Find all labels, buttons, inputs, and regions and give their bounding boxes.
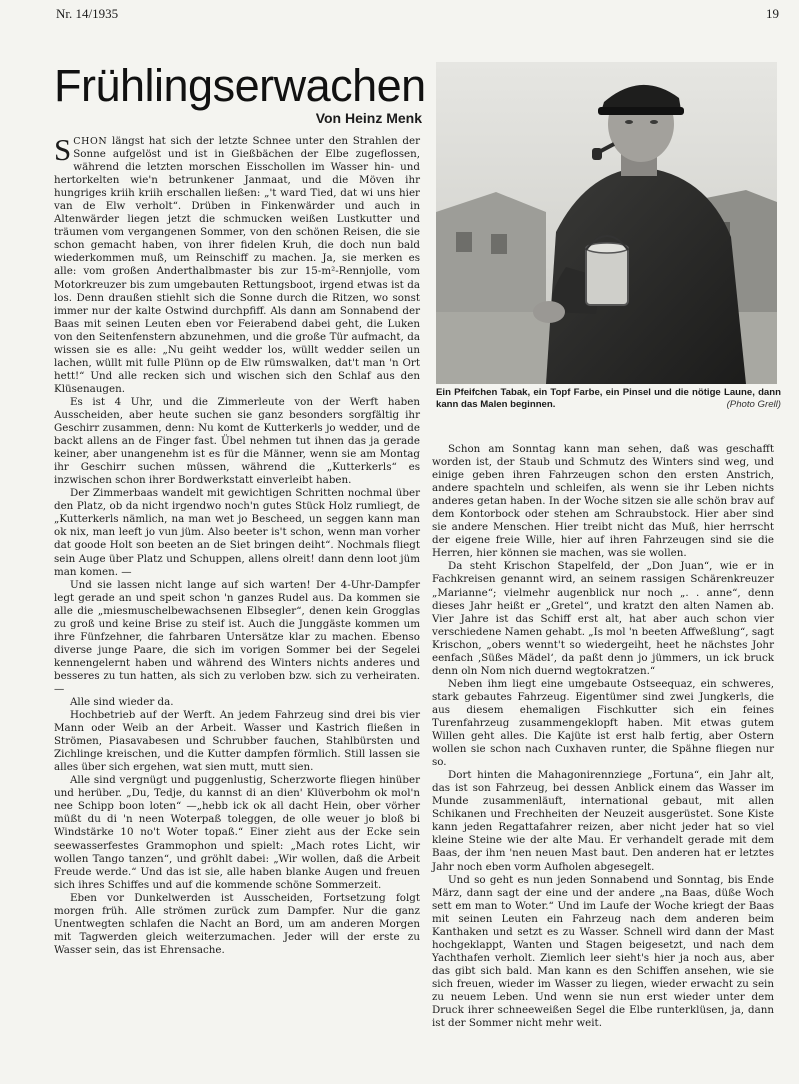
page-number: 19 [766, 6, 779, 21]
opening-paragraph [54, 132, 420, 396]
opening-word: CHON [73, 136, 108, 147]
drop-cap: S [54, 132, 72, 167]
photo-caption [436, 387, 781, 411]
paragraph: Da steht Krischon Stapelfeld, der „Don Juan“, wie er in Fachkreisen genannt wird, an seinem rassigen Schärenkreuzer „Marianne“; vielmehr augenblick nur noch „. . anne“, denn dieses Jahr heißt er „Gretel“, und kratzt den alten Namen ab. Vier Jahre ist das Schiff erst alt, hat aber auch schon vier verschiedene Namen gehabt. „Is mol 'n beeten Affweßlung“, sagt Krischon, „obers wennt't so wiedergeiht, heet he nächstes Johr eenfach ‚Süßes Mädel‘, da paßt denn jo jümmers, un ick bruck denn oln Nom nich duernd wegtokratzen.“ [432, 560, 774, 677]
article-title: Frühlingserwachen [54, 60, 426, 111]
paragraph: Dort hinten die Mahagonirennziege „Fortuna“, ein Jahr alt, das ist son Fahrzeug, bei dessen Anblick einem das Wasser im Munde zusammenläuft, international gebaut, mit allen Schikanen und Frechheiten der Neuzeit ausgerüstet. Sone Kiste kann jeden Regattafahrer reizen, aber nicht jeder hat so viel kleine Steine wie der alte Mau. Er verhandelt gerade mit dem Baas, der ihm 'nen neuen Mast baut. Den anderen hat er letztes Jahr noch eben vorm Aufholen abgesegelt. [432, 769, 774, 873]
paragraph: Eben vor Dunkelwerden ist Ausscheiden, Fortsetzung folgt morgen früh. Alle strömen zurück zum Dampfer. Nur die ganz Unentwegten schlafen die Nacht an Bord, um am anderen Morgen mit Tagwerden gleich weiterzumachen. Jeder will der erste zu Wasser sein, das ist Ehrensache. [54, 891, 420, 956]
left-column [54, 132, 420, 957]
photo-painter [436, 62, 777, 384]
photo-painter-image [436, 62, 777, 384]
paragraph: Neben ihm liegt eine umgebaute Ostseequaz, ein schweres, stark gebautes Fahrzeug. Eigentümer sind zwei Jungkerls, die aus diesem ehemaligen Fischkutter sich ein feines Turenfahrzeug zusammengeklopft haben. Mit etwas gutem Willen geht alles. Die Kajüte ist erst halb fertig, aber Ostern wollen sie schon nach Cuxhaven runter, die Spähne fliegen nur so. [432, 677, 774, 769]
paragraph: Es ist 4 Uhr, und die Zimmerleute von der Werft haben Ausscheiden, aber heute suchen sie ganz besonders sorgfältig ihr Geschirr zusammen, denn: Nu komt de Kutterkerls jo wedder, und de backt allens an de Finger fast. Übel nehmen tut ihnen das ja gerade keiner, aber unangenehm ist es für die Männer, wenn sie am Montag ihr Geschirr suchen müssen, während die „Kutterkerls“ es inzwischen schon ihrer Bordwerkstatt einverleibt haben. [54, 395, 420, 487]
paragraph: Alle sind vergnügt und puggenlustig, Scherzworte fliegen hinüber und herüber. „Du, Tedje, du kannst di an dien' Klüverbohm ok mol'n nee Schipp boon loten“ —„hebb ick ok all dacht Hein, ober vörher müßt du di 'n neen Woterpaß toleggen, de olle weuer jo bloß bi Windstärke 10 no't Woter topaß.“ Einer zieht aus der Ecke sein seewasserfestes Grammophon und spielt: „Mach rotes Licht, wir wollen Tango tanzen“, und gröhlt dabei: „Wir wollen, daß die Arbeit Freude werde.“ Und das ist sie, alle haben blanke Augen und freuen sich ihres Schiffes und auf die kommende schöne Sommerzeit. [54, 774, 420, 891]
issue-number: Nr. 14/1935 [56, 6, 119, 21]
opening-text: längst hat sich der letzte Schnee unter den Strahlen der Sonne aufgelöst und ist in Gießbächen der Elbe zugeflossen, während die letzten morschen Eisschollen im Wasser hin- und hertorkelten wie'n betrunkener Janmaat, und die Möven ihr hungriges kriih kriih erschallen ließen: „'t ward Tied, dat wi uns hier van de Elw verholt“. Drüben in Finkenwärder und auch in Altenwärder liegen jetzt die schmucken weißen Lustkutter und träumen vom vergangenen Sommer, von den schönen Reisen, die sie schon gemacht haben, von ihrer fidelen Kruh, die doch nun bald wiederkommen muß, um Reinschiff zu machen. Ja, sie merken es alle: vom großen Anderthalbmaster bis zur 15-m²-Rennjolle, vom Motorkreuzer bis zum umgebauten Rettungsboot, irgend etwas ist da los. Denn draußen stiehlt sich die Sonne durch die Ritzen, wo sonst immer nur der kalte Ostwind durchpfiff. Als dann am Sonnabend der Baas mit seinen Leuten eben vor Feierabend dabei geht, die Luken von den Seitenfenstern abzunehmen, und die große Tür aufmacht, da wissen sie es alle: „Nu geiht wedder los, wüllt wedder seilen un lachen, wüllt mit fulle Plünn op de Elw rümswalken, dat't man 'n Ort hett!“ Und alle recken sich und wischen sich den Schlaf aus den Klüsenaugen. [54, 135, 420, 395]
paragraph: Schon am Sonntag kann man sehen, daß was geschafft worden ist, der Staub und Schmutz des Winters sind weg, und einige geben ihren Fahrzeugen schon den ersten Anstrich, andere spachteln und schleifen, als wenn sie ihr Leben nichts anderes getan haben. In der Woche sitzen sie alle schön brav auf dem Kontorbock oder stehen am Schraubstock. Hier aber sind sie andere Menschen. Hier treibt nicht das Muß, hier herrscht der eigene freie Wille, hier auf ihren Fahrzeugen sind sie die Herren, hier können sie machen, was sie wollen. [432, 443, 774, 560]
paragraph: Und sie lassen nicht lange auf sich warten! Der 4-Uhr-Dampfer legt gerade an und speit schon 'n ganzes Rudel aus. Da kommen sie alle die „miesmuschelbewachsenen Elbsegler“, denen kein Grogglas zu groß und keine Brise zu steif ist. Auch die Junggäste kommen um ihre Fünfzehner, die fahrbaren Untersätze klar zu machen. Ebenso diverse junge Paare, die sich im vorigen Sommer bei der Segelei kennengelernt haben und während des Winters nichts anderes und besseres zu tun hatten, als sich zu verloben bzw. sich zu verheiraten. — [54, 578, 420, 695]
right-column [432, 443, 774, 1030]
paragraph: Der Zimmerbaas wandelt mit gewichtigen Schritten nochmal über den Platz, ob da nicht irgendwo noch'n gutes Stück Holz rumliegt, de „Kutterkerls nämlich, na man wet jo Bescheed, un seggen kann man ok nix, man leeft jo vun jüm. Also beeter is't schon, wenn man vorher dat goode Holt son beeten an de Siet bringen deiht“. Nochmals fliegt sein Auge über Platz und Schuppen, allens olreit! dann denn loot jüm man komen. — [54, 487, 420, 578]
paragraph: Alle sind wieder da. [70, 696, 174, 709]
paragraph: Hochbetrieb auf der Werft. An jedem Fahrzeug sind drei bis vier Mann oder Weib an der Arbeit. Wasser und Kastrich fließen in Strömen, Piasavabesen und Schrubber fauchen, Stahlbürsten und Zichlinge kreischen, und die Kutter dampfen förmlich. Still lassen sie alles über sich ergehen, wat sien mutt, mutt sien. [54, 709, 420, 774]
paragraph: Und so geht es nun jeden Sonnabend und Sonntag, bis Ende März, dann sagt der eine und der andere „na Baas, düße Woch sett em man to Woter.“ Und im Laufe der Woche kriegt der Baas mit seinen Leuten ein Fahrzeug nach dem anderen beim Kanthaken und setzt es zu Wasser. Schnell wird dann der Mast hochgeklappt, Wanten und Stagen beigesetzt, und nach dem Yachthafen verholt. Ziemlich leer sieht's hier ja noch aus, aber das gibt sich bald. Man kann es den Schiffen ansehen, wie sie sich freuen, wieder im Wasser zu liegen, wieder erwacht zu sein zu neuem Leben. Und wenn sie nun erst wieder unter dem Druck ihrer schneeweißen Segel die Elbe runterklüsen, ja, dann ist der Sommer nicht mehr weit. [432, 873, 774, 1030]
article-author: Von Heinz Menk [315, 110, 422, 126]
photo-credit: (Photo Grell) [726, 399, 781, 410]
caption-text: Ein Pfeifchen Tabak, ein Topf Farbe, ein Pinsel und die nötige Laune, dann kann das Malen beginnen. [436, 387, 781, 410]
